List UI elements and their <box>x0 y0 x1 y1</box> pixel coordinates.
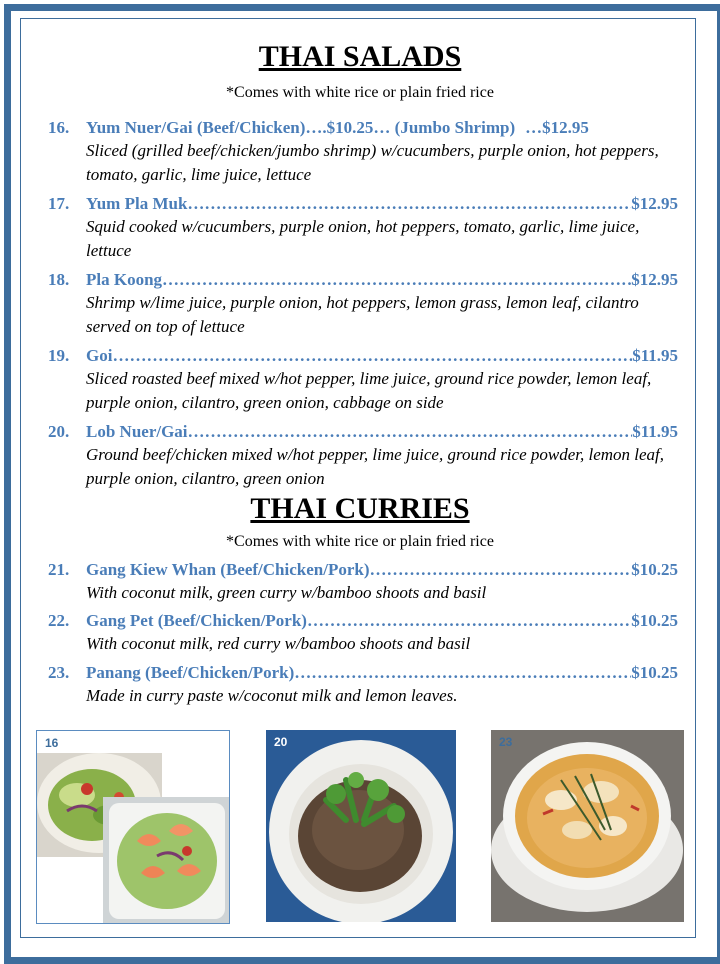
leader-dots <box>112 345 632 367</box>
leader-dots <box>162 269 631 291</box>
item-name: Yum Pla Muk <box>86 194 188 213</box>
item-price: $12.95 <box>631 194 678 213</box>
item-price: …$12.95 <box>525 118 589 137</box>
item-price: $10.25 <box>631 611 678 630</box>
leader-dots <box>294 662 631 684</box>
item-description: Sliced roasted beef mixed w/hot pepper, lime juice, ground rice powder, lemon leaf, purple onion, cilantro, green onion, cabbage on side <box>86 369 652 412</box>
item-number: 22. <box>48 611 70 630</box>
item-name: Goi <box>86 346 113 365</box>
photo-label: 20 <box>274 735 288 749</box>
leader-dots <box>370 559 632 581</box>
item-number: 23. <box>48 663 70 682</box>
item-description: Shrimp w/lime juice, purple onion, hot peppers, lemon grass, lemon leaf, cilantro served on top of lettuce <box>86 293 639 336</box>
leader-dots <box>187 193 631 215</box>
leader-dots <box>188 421 633 443</box>
menu-item-21 <box>48 559 678 605</box>
menu-item-17 <box>48 193 678 263</box>
salad-photo-icon <box>37 731 229 923</box>
larb-photo-icon <box>266 730 456 922</box>
curries-note: *Comes with white rice or plain fried rice <box>226 533 494 550</box>
item-price: $11.95 <box>632 346 678 365</box>
item-price: $10.25 <box>631 560 678 579</box>
item-number: 21. <box>48 560 70 579</box>
item-number: 17. <box>48 194 70 213</box>
salads-title: THAI SALADS <box>258 40 462 73</box>
item-description: Made in curry paste w/coconut milk and lemon leaves. <box>86 686 458 705</box>
photo-23 <box>491 730 684 922</box>
leader-dots <box>307 610 631 632</box>
item-description: With coconut milk, green curry w/bamboo shoots and basil <box>86 583 487 602</box>
salads-note: *Comes with white rice or plain fried rice <box>226 84 494 101</box>
item-name: Gang Pet (Beef/Chicken/Pork) <box>86 611 307 630</box>
item-price: $12.95 <box>631 270 678 289</box>
photo-label: 16 <box>45 736 59 750</box>
item-name: Lob Nuer/Gai <box>86 422 188 441</box>
item-name: Pla Koong <box>86 270 163 289</box>
item-description: Sliced (grilled beef/chicken/jumbo shrimp) w/cucumbers, purple onion, hot peppers, tomato, garlic, lime juice, lettuce <box>86 141 659 184</box>
menu-item-20 <box>48 421 678 491</box>
photo-16 <box>36 730 230 924</box>
item-description: With coconut milk, red curry w/bamboo shoots and basil <box>86 634 471 653</box>
item-name: Panang (Beef/Chicken/Pork) <box>86 663 295 682</box>
menu-item-16 <box>48 117 678 187</box>
menu-item-22 <box>48 610 678 656</box>
item-price: $11.95 <box>632 422 678 441</box>
item-number: 19. <box>48 346 70 365</box>
photo-label: 23 <box>499 735 513 749</box>
curries-title: THAI CURRIES <box>250 492 470 525</box>
curry-photo-icon <box>491 730 684 922</box>
item-description: Squid cooked w/cucumbers, purple onion, hot peppers, tomato, garlic, lime juice, lettuce <box>86 217 640 260</box>
photo-20 <box>266 730 456 922</box>
item-description: Ground beef/chicken mixed w/hot pepper, lime juice, ground rice powder, lemon leaf, purple onion, cilantro, green onion <box>86 445 665 488</box>
item-number: 18. <box>48 270 70 289</box>
menu-item-19 <box>48 345 678 415</box>
item-name: Gang Kiew Whan (Beef/Chicken/Pork) <box>86 560 370 579</box>
item-name: Yum Nuer/Gai (Beef/Chicken)….$10.25… (Jumbo Shrimp) <box>86 118 516 137</box>
item-number: 16. <box>48 118 70 137</box>
item-number: 20. <box>48 422 70 441</box>
menu-item-18 <box>48 269 678 339</box>
menu-item-23 <box>48 662 678 708</box>
item-price: $10.25 <box>631 663 678 682</box>
